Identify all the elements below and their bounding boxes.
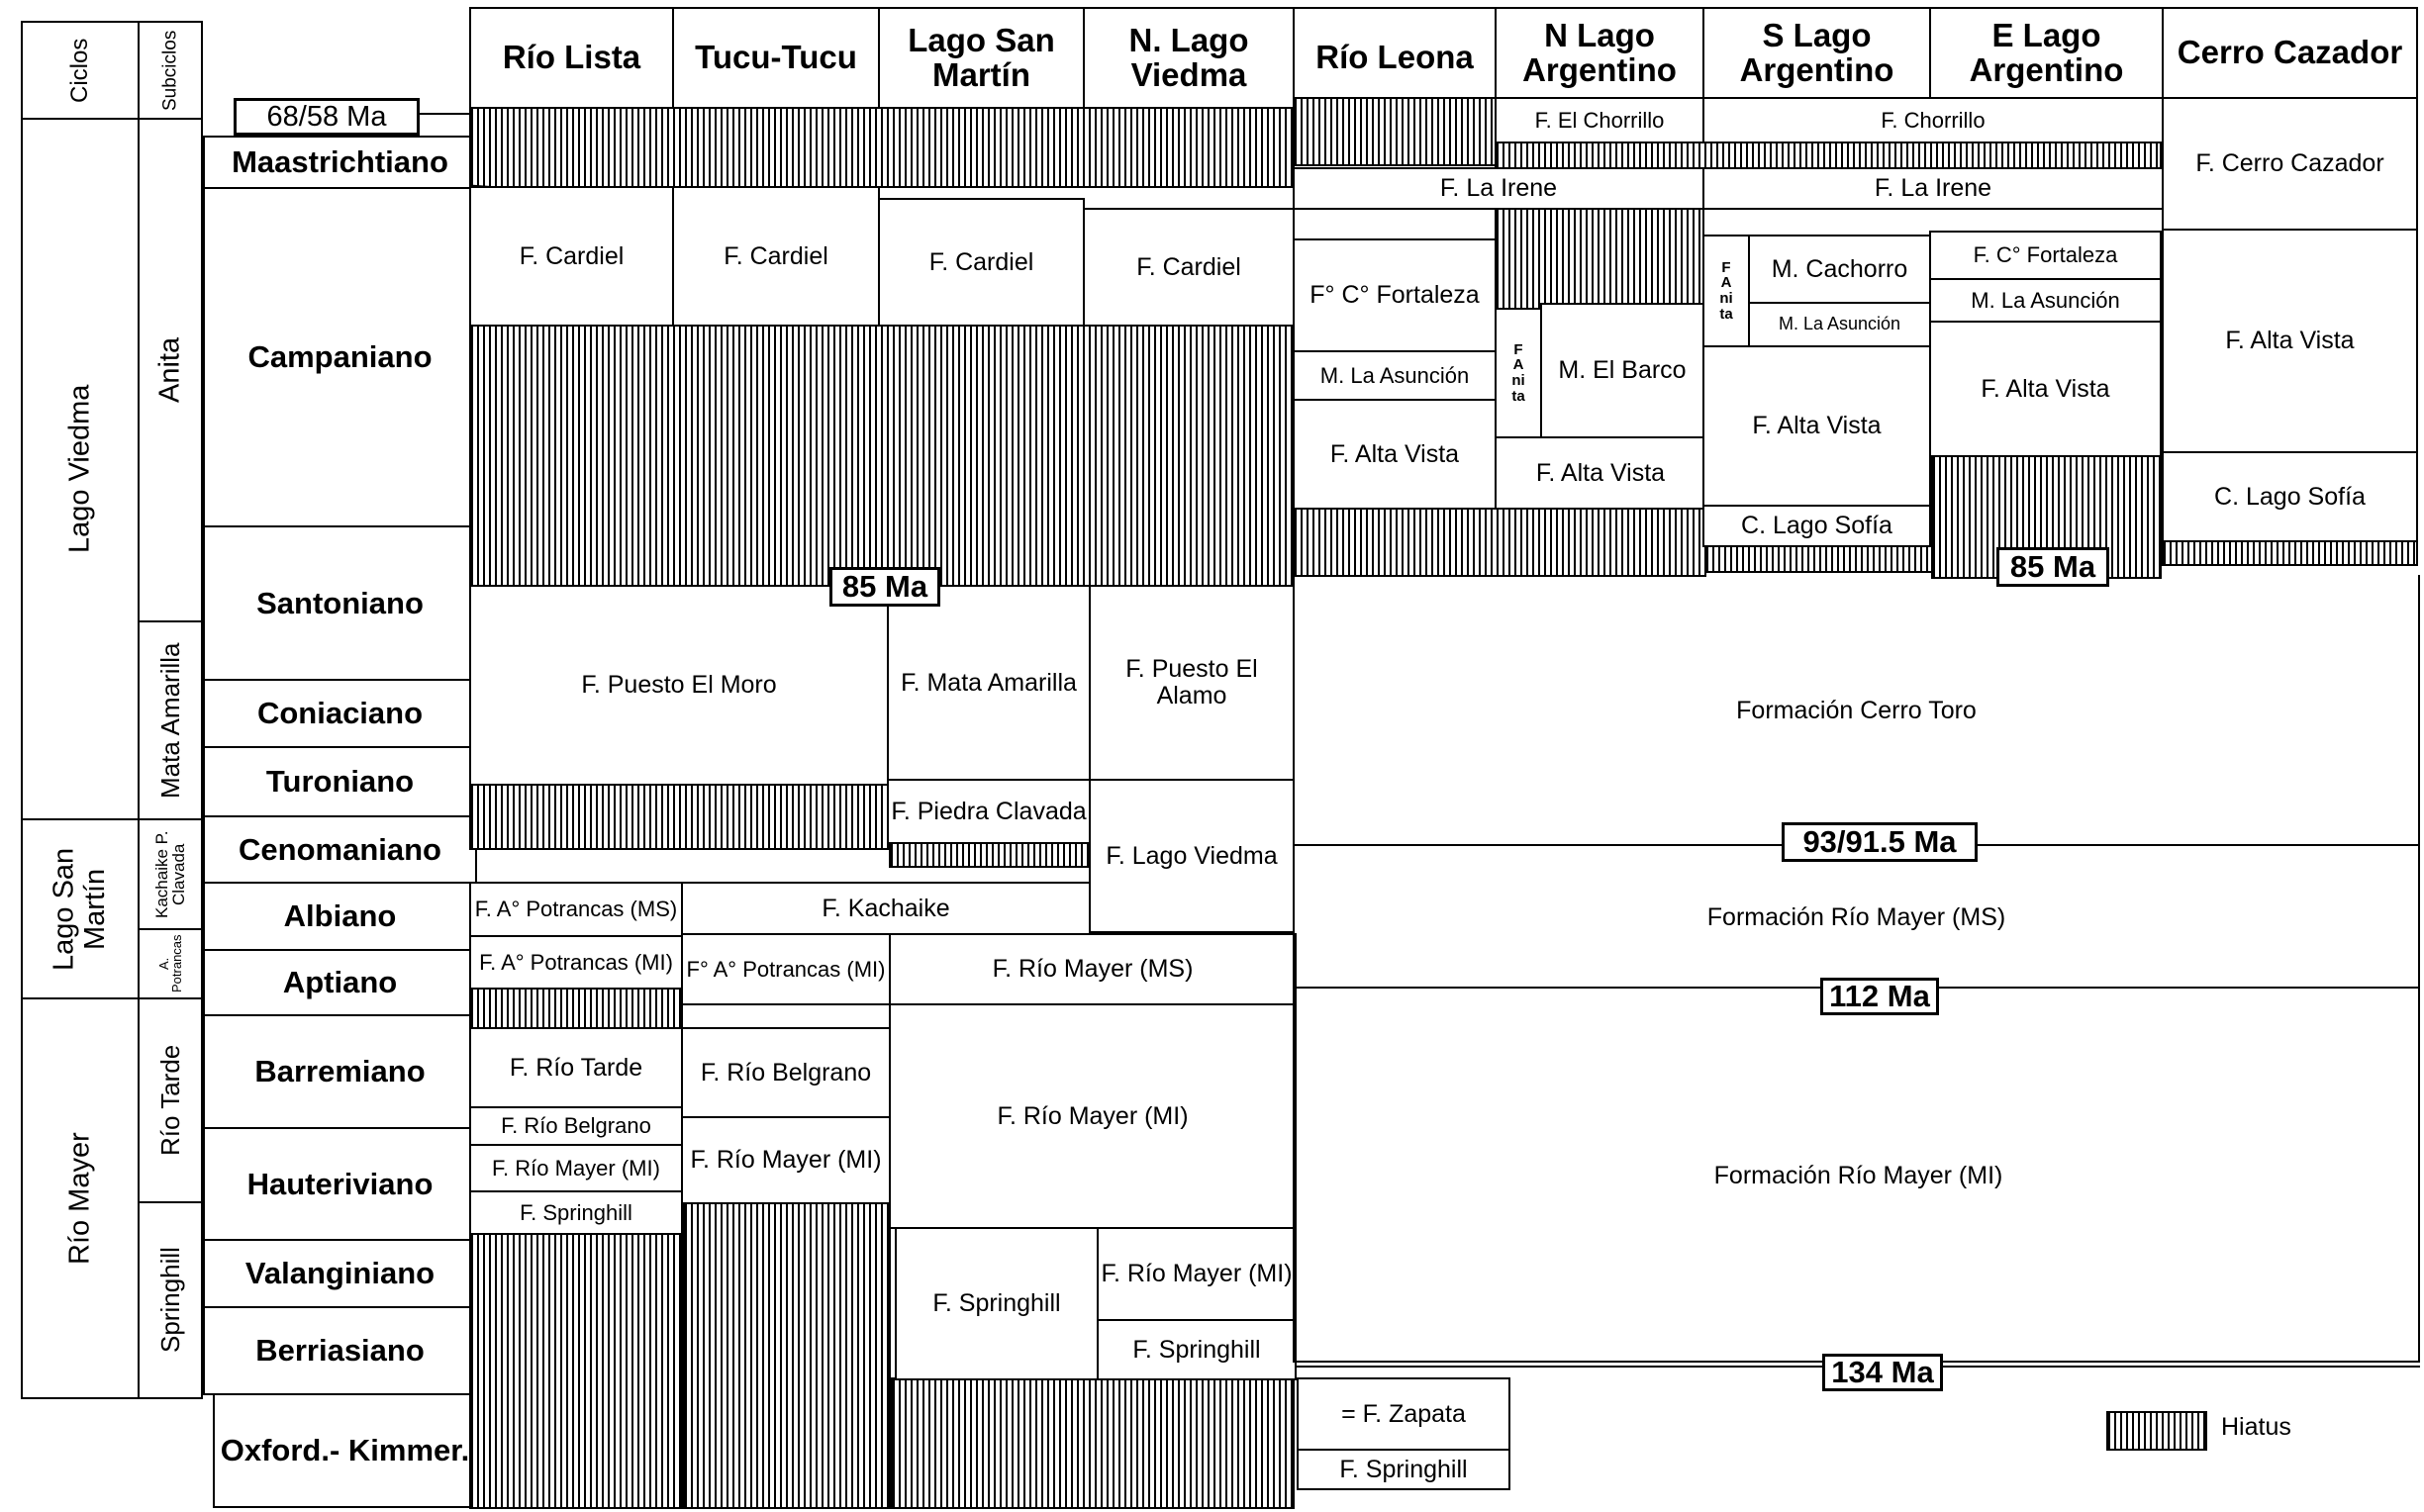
unit-cc-lagosofia: C. Lago Sofía: [2162, 451, 2418, 542]
unit-cerro-toro: Formación Cerro Toro: [1736, 696, 1977, 724]
cycle-rio-mayer: Río Mayer: [21, 997, 140, 1399]
unit-la-irene-2: F. La Irene: [1702, 167, 2164, 210]
cycle-lago-san-martin: Lago San Martín: [21, 818, 140, 999]
unit-rl-asuncion: M. La Asunción: [1293, 350, 1497, 401]
unit-rio-tarde: F. Río Tarde: [469, 1027, 683, 1108]
unit-rl-fortaleza: F° C° Fortaleza: [1293, 238, 1497, 352]
stage-valanginiano: Valanginiano: [203, 1239, 477, 1308]
hiatus-rio-leona-top: [1293, 97, 1497, 166]
subciclos-header: Subciclos: [138, 21, 203, 120]
unit-el-chorrillo: F. El Chorrillo: [1495, 97, 1704, 143]
subcycle-rio-tarde: Río Tarde: [138, 997, 203, 1203]
col-header-n-lago-viedma: N. Lago Viedma: [1083, 7, 1295, 109]
unit-rm-mi-nlv: F. Río Mayer (MI): [1097, 1227, 1297, 1321]
subcycle-springhill: Springhill: [138, 1201, 203, 1399]
hiatus-rio-lista-aptiano: [469, 988, 683, 1029]
unit-rl-cardiel: F. Cardiel: [469, 186, 674, 327]
unit-rio-mayer-mi-big: Formación Río Mayer (MI): [1713, 1161, 2003, 1189]
stage-aptiano: Aptiano: [203, 949, 477, 1016]
unit-rm-mi-lsm: F. Río Mayer (MI): [889, 1003, 1297, 1229]
unit-lago-viedma: F. Lago Viedma: [1089, 779, 1295, 933]
unit-la-irene-1: F. La Irene: [1293, 167, 1704, 210]
hiatus-cerro-cazador-85: [2162, 540, 2418, 566]
unit-el-barco: M. El Barco: [1540, 303, 1704, 438]
ciclos-header: Ciclos: [21, 21, 140, 120]
hiatus-rio-lista-lower: [469, 1233, 683, 1509]
stage-albiano: Albiano: [203, 882, 477, 951]
unit-kachaike: F. Kachaike: [681, 882, 1091, 935]
legend-hiatus-label: Hiatus: [2221, 1413, 2291, 1441]
unit-rm-mi-tt: F. Río Mayer (MI): [681, 1116, 891, 1204]
hiatus-lsm-cenomaniano: [889, 842, 1089, 868]
unit-rio-mayer-ms-big: Formación Río Mayer (MS): [1706, 902, 2006, 931]
col-header-n-lago-argentino: N Lago Argentino: [1495, 7, 1704, 99]
unit-e-altavista: F. Alta Vista: [1929, 321, 2162, 457]
unit-zapata: = F. Zapata: [1297, 1377, 1510, 1451]
age-85-right: 85 Ma: [1996, 547, 2109, 587]
unit-s-altavista: F. Alta Vista: [1702, 345, 1931, 507]
age-85-left: 85 Ma: [829, 567, 940, 607]
stage-oxford-kimmer: Oxford.- Kimmer.: [213, 1393, 477, 1508]
unit-nlv-cardiel: F. Cardiel: [1083, 208, 1295, 327]
hiatus-leona-narg-85: [1293, 508, 1706, 577]
unit-mata-amarilla: F. Mata Amarilla: [887, 585, 1091, 781]
subcycle-kachaike-p-clavada: Kachaike P. Clavada: [138, 818, 203, 930]
age-134: 134 Ma: [1822, 1354, 1943, 1391]
col-header-rio-lista: Río Lista: [469, 7, 674, 109]
unit-sh-lsm: F. Springhill: [895, 1227, 1099, 1380]
unit-rb-rl: F. Río Belgrano: [469, 1106, 683, 1146]
unit-e-fortaleza: F. C° Fortaleza: [1929, 231, 2162, 280]
hiatus-lsm-nlv-lower: [891, 1377, 1295, 1509]
unit-piedra-clavada: F. Piedra Clavada: [887, 779, 1091, 844]
stage-maastrichtiano: Maastrichtiano: [203, 136, 477, 189]
unit-rm-mi-rl: F. Río Mayer (MI): [469, 1144, 683, 1192]
hiatus-s-argentino-85: [1704, 545, 1933, 573]
unit-s-lagosofia: C. Lago Sofía: [1702, 505, 1931, 547]
unit-ap-mi-tt: F° A° Potrancas (MI): [681, 933, 891, 1005]
unit-lsm-cardiel: F. Cardiel: [878, 198, 1085, 327]
hiatus-cenomaniano-west: [469, 784, 889, 850]
stage-campaniano: Campaniano: [203, 187, 477, 527]
col-header-cerro-cazador: Cerro Cazador: [2162, 7, 2418, 99]
subcycle-a-potrancas: A. Potrancas: [138, 928, 203, 999]
subcycle-mata-amarilla: Mata Amarilla: [138, 620, 203, 820]
unit-ap-mi-rl: F. A° Potrancas (MI): [469, 935, 683, 990]
unit-cc-altavista: F. Alta Vista: [2162, 229, 2418, 453]
unit-cerro-cazador: F. Cerro Cazador: [2162, 97, 2418, 231]
legend-hiatus-swatch: [2106, 1411, 2207, 1451]
age-93: 93/91.5 Ma: [1782, 822, 1978, 862]
stage-coniaciano: Coniaciano: [203, 679, 477, 748]
unit-rb-tt: F. Río Belgrano: [681, 1027, 891, 1118]
col-header-rio-leona: Río Leona: [1293, 7, 1497, 109]
unit-sh-nlv: F. Springhill: [1097, 1319, 1297, 1380]
col-header-tucu-tucu: Tucu-Tucu: [672, 7, 880, 109]
stage-berriasiano: Berriasiano: [203, 1306, 477, 1395]
stage-barremiano: Barremiano: [203, 1014, 477, 1129]
unit-n-anita: F Anita: [1495, 308, 1542, 438]
line-68: [420, 113, 471, 115]
unit-e-asuncion: M. La Asunción: [1929, 278, 2162, 323]
unit-cachorro: M. Cachorro: [1748, 235, 1931, 304]
stage-turoniano: Turoniano: [203, 746, 477, 817]
subcycle-anita: Anita: [138, 118, 203, 622]
col-header-e-lago-argentino: E Lago Argentino: [1929, 7, 2164, 99]
col-header-lago-san-martin: Lago San Martín: [878, 7, 1085, 109]
unit-puesto-el-alamo: F. Puesto El Alamo: [1089, 585, 1295, 781]
hiatus-tucu-tucu-lower: [683, 1202, 891, 1509]
hiatus-n-argentino: [1495, 208, 1704, 310]
stage-hauteriviano: Hauteriviano: [203, 1127, 477, 1241]
unit-tt-cardiel: F. Cardiel: [672, 186, 880, 327]
col-header-s-lago-argentino: S Lago Argentino: [1702, 7, 1931, 99]
stage-santoniano: Santoniano: [203, 525, 477, 681]
unit-sh-rl: F. Springhill: [469, 1190, 683, 1235]
unit-ap-ms: F. A° Potrancas (MS): [469, 882, 683, 937]
unit-chorrillo: F. Chorrillo: [1702, 97, 2164, 143]
unit-n-altavista: F. Alta Vista: [1495, 436, 1706, 510]
unit-sh-bottom: F. Springhill: [1297, 1449, 1510, 1490]
stage-cenomaniano: Cenomaniano: [203, 815, 477, 884]
age-68-58: 68/58 Ma: [234, 98, 420, 136]
unit-rl-altavista: F. Alta Vista: [1293, 399, 1497, 510]
hiatus-argentino-top: [1495, 142, 2162, 169]
cycle-lago-viedma: Lago Viedma: [21, 118, 140, 820]
unit-puesto-el-moro: F. Puesto El Moro: [469, 585, 889, 786]
hiatus-west-85: [469, 325, 1295, 587]
unit-s-asuncion: M. La Asunción: [1748, 302, 1931, 347]
unit-s-anita: F Anita: [1702, 235, 1750, 347]
unit-rio-mayer-ms-col: F. Río Mayer (MS): [889, 933, 1297, 1005]
age-112: 112 Ma: [1820, 978, 1939, 1015]
